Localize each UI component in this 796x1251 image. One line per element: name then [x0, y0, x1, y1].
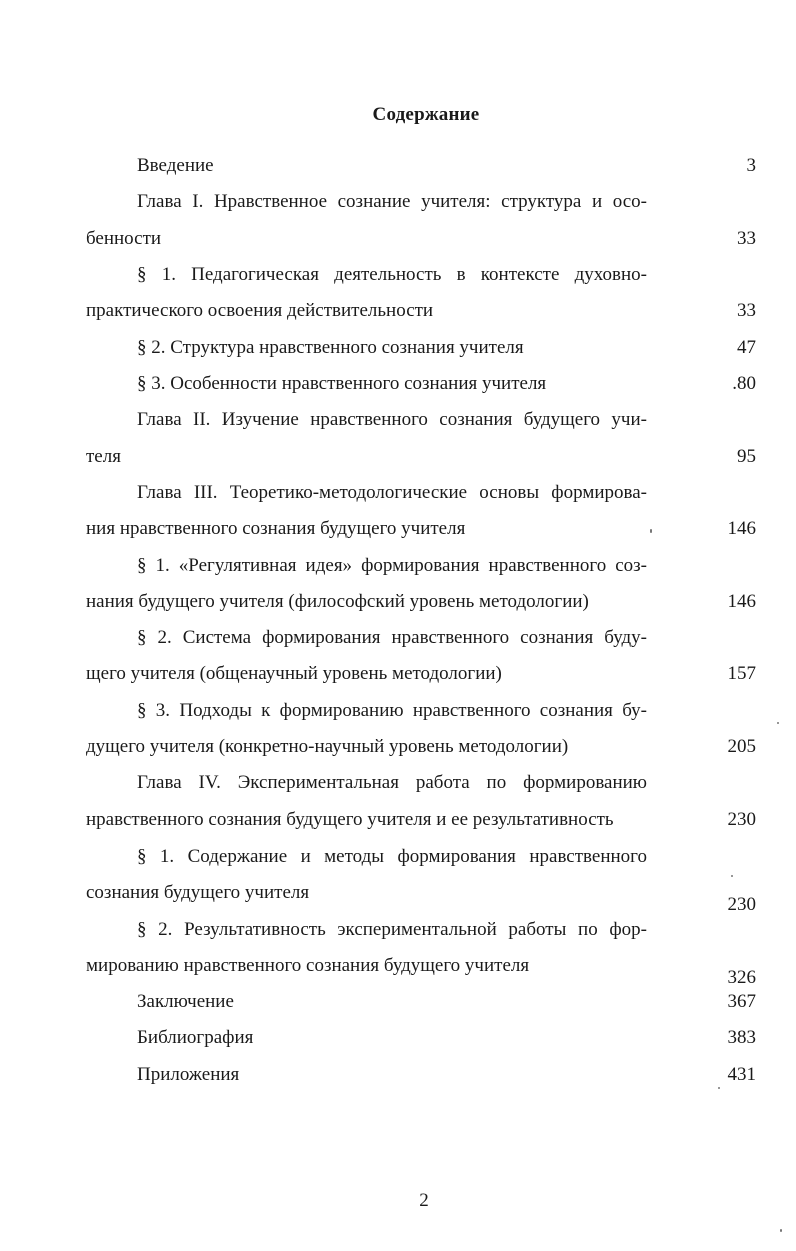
- toc-entry-1-1-line-1: § 1. Педагогическая деятельность в контексте духовно-: [137, 264, 647, 285]
- toc-entry-conclusion-page: 367: [727, 991, 756, 1012]
- toc-entry-1-2-line-1: § 2. Структура нравственного сознания учителя: [137, 337, 524, 358]
- toc-entry-4-2-line-2: мированию нравственного сознания будущего учителя: [86, 955, 530, 976]
- toc-entry-3-2-line-2: щего учителя (общенаучный уровень методологии): [86, 663, 502, 684]
- toc-entry-3-2-page: 157: [727, 663, 756, 684]
- toc-entry-1-1-page: 33: [737, 300, 756, 321]
- toc-entry-chapter-2-line-1: Глава II. Изучение нравственного сознания будущего учи-: [137, 409, 647, 430]
- toc-entry-3-2-line-1: § 2. Система формирования нравственного сознания буду-: [137, 627, 647, 648]
- toc-entry-appendices-line-1: Приложения: [137, 1064, 240, 1085]
- toc-entry-chapter-3-page: 146: [727, 518, 756, 539]
- page-number: 2: [419, 1190, 429, 1211]
- toc-entry-chapter-1-line-2: бенности: [86, 228, 162, 249]
- toc-entry-3-3-line-1: § 3. Подходы к формированию нравственного сознания бу-: [137, 700, 647, 721]
- toc-entry-3-1-line-1: § 1. «Регулятивная идея» формирования нравственного соз-: [137, 555, 647, 576]
- toc-entry-1-2-page: 47: [737, 337, 756, 358]
- toc-entry-appendices-page: 431: [727, 1064, 756, 1085]
- toc-entry-3-3-page: 205: [727, 736, 756, 757]
- toc-entry-4-2-line-1: § 2. Результативность экспериментальной работы по фор-: [137, 919, 647, 940]
- toc-entry-3-1-line-2: нания будущего учителя (философский уровень методологии): [86, 591, 589, 612]
- toc-entry-chapter-3-line-1: Глава III. Теоретико-методологические основы формирова-: [137, 482, 647, 503]
- toc-entry-3-3-line-2: дущего учителя (конкретно-научный уровень методологии): [86, 736, 569, 757]
- toc-entry-4-1-line-1: § 1. Содержание и методы формирования нравственного: [137, 846, 647, 867]
- toc-entry-chapter-2-line-2: теля: [86, 446, 121, 467]
- scan-speck: [650, 529, 652, 533]
- toc-entry-bibliography-page: 383: [727, 1027, 756, 1048]
- toc-entry-chapter-3-line-2: ния нравственного сознания будущего учителя: [86, 518, 466, 539]
- toc-entry-1-3-page: .80: [732, 373, 756, 394]
- scan-speck: [777, 722, 779, 724]
- scan-speck: [718, 1087, 720, 1089]
- toc-entry-chapter-4-line-1: Глава IV. Экспериментальная работа по формированию: [137, 772, 647, 793]
- toc-entry-intro-line-1: Введение: [137, 155, 214, 176]
- scan-speck: [731, 875, 733, 877]
- toc-entry-1-3-line-1: § 3. Особенности нравственного сознания учителя: [137, 373, 547, 394]
- toc-entry-bibliography-line-1: Библиография: [137, 1027, 254, 1048]
- toc-entry-4-1-page: 230: [727, 894, 756, 915]
- toc-entry-1-1-line-2: практического освоения действительности: [86, 300, 434, 321]
- page-title: Содержание: [372, 104, 480, 125]
- toc-entry-4-2-page: 326: [727, 967, 756, 988]
- toc-entry-chapter-1-line-1: Глава I. Нравственное сознание учителя: структура и осо-: [137, 191, 647, 212]
- toc-entry-chapter-4-line-2: нравственного сознания будущего учителя и ее результативность: [86, 809, 614, 830]
- toc-entry-3-1-page: 146: [727, 591, 756, 612]
- scan-speck: [780, 1229, 782, 1232]
- toc-entry-4-1-line-2: сознания будущего учителя: [86, 882, 310, 903]
- toc-entry-chapter-4-page: 230: [727, 809, 756, 830]
- toc-entry-conclusion-line-1: Заключение: [137, 991, 234, 1012]
- toc-entry-chapter-1-page: 33: [737, 228, 756, 249]
- toc-entry-intro-page: 3: [746, 155, 756, 176]
- toc-entry-chapter-2-page: 95: [737, 446, 756, 467]
